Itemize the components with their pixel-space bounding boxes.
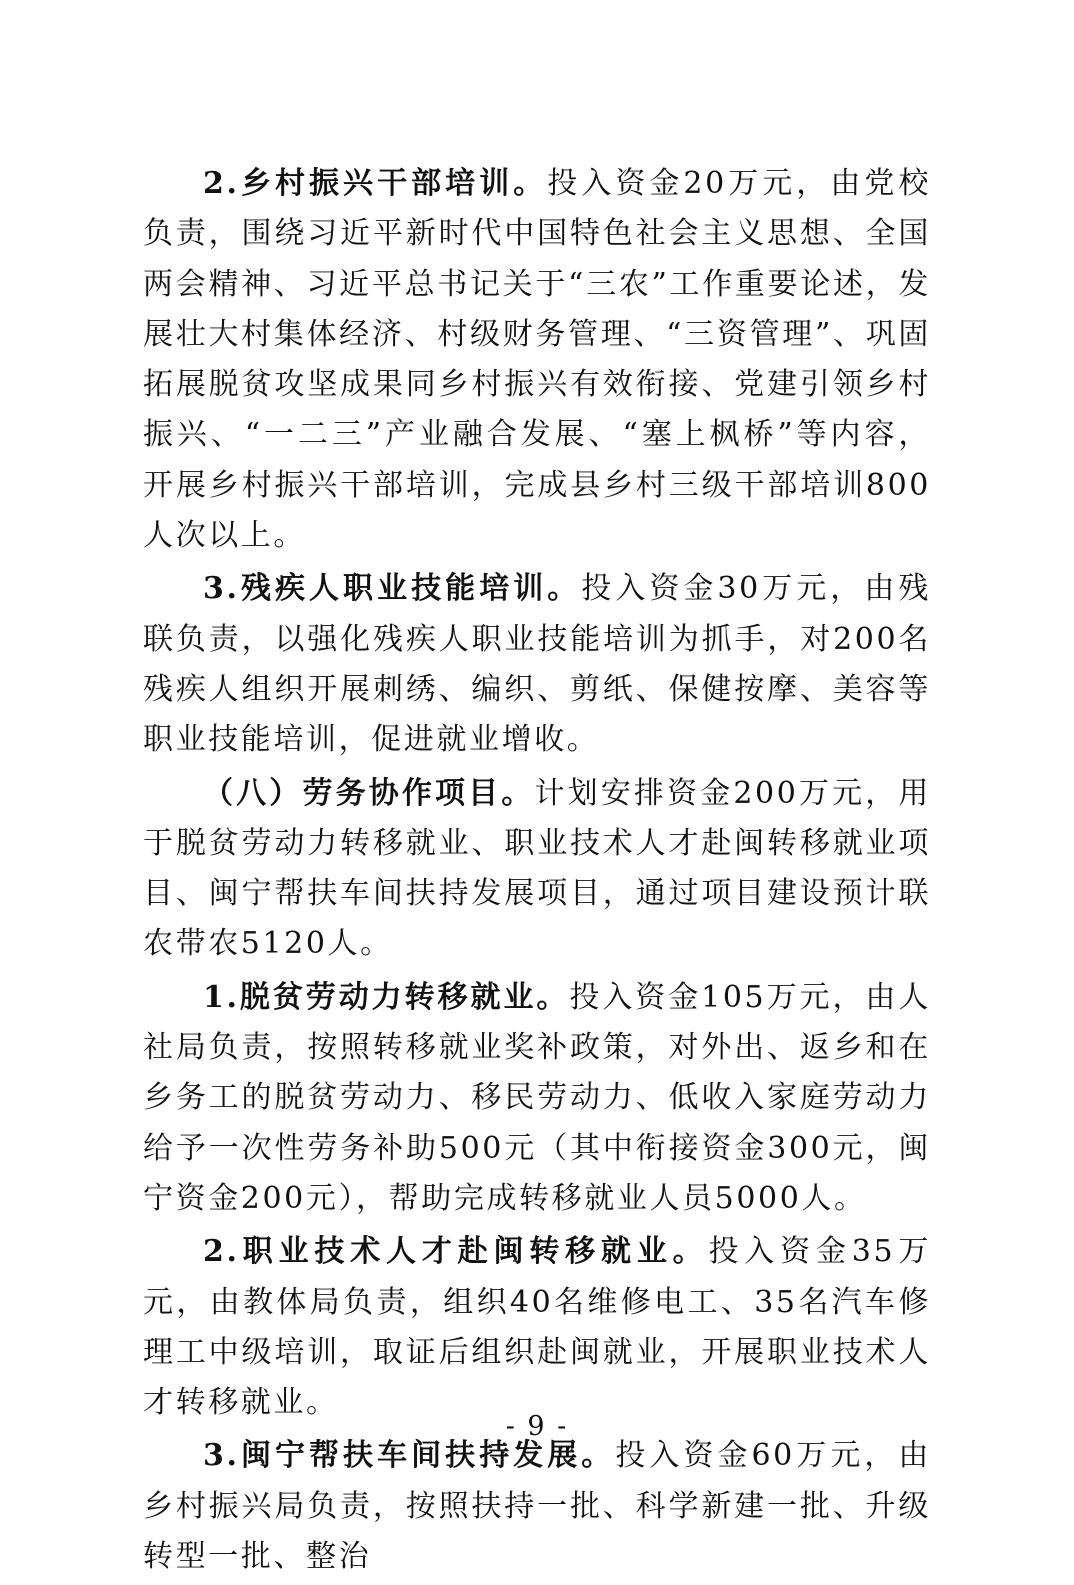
section-heading: （八）劳务协作项目。 — [203, 775, 535, 811]
paragraph-heading: 1.脱贫劳动力转移就业。 — [203, 979, 570, 1015]
paragraph-body: 投入资金20万元，由党校负责，围绕习近平新时代中国特色社会主义思想、全国两会精神、习近平总书记关于“三农”工作重要论述，发展壮大村集体经济、村级财务管理、“三资管理”、巩固拓展脱贫攻坚成果同乡村振兴有效衔接、党建引领乡村振兴、“一二三”产业融合发展、“塞上枫桥”等内容，开展乡村振兴干部培训，完成县乡村三级干部培训800人次以上。 — [143, 166, 932, 554]
paragraph-body: 投入资金60万元，由乡村振兴局负责，按照扶持一批、科学新建一批、升级转型一批、整治 — [143, 1438, 931, 1575]
paragraph-heading: 2.职业技术人才赴闽转移就业。 — [203, 1234, 709, 1270]
paragraph-body: 投入资金105万元，由人社局负责，按照转移就业奖补政策，对外出、返乡和在乡务工的脱贫劳动力、移民劳动力、低收入家庭劳动力给予一次性劳务补助500元（其中衔接资金300元，闽宁资金200元），帮助完成转移就业人员5000人。 — [143, 979, 931, 1216]
paragraph-workshop-support — [143, 1431, 931, 1582]
paragraph-cadre-training — [143, 159, 931, 561]
paragraph-heading: 2.乡村振兴干部培训。 — [203, 166, 548, 201]
paragraph-body: 投入资金35万元，由教体局负责，组织40名维修电工、35名汽车修理工中级培训，取证后组织赴闽就业，开展职业技术人才转移就业。 — [143, 1234, 931, 1421]
paragraph-labor-cooperation — [143, 769, 931, 970]
paragraph-heading: 3.残疾人职业技能培训。 — [203, 571, 582, 607]
body-text — [143, 159, 931, 1585]
paragraph-body: 投入资金30万元，由残联负责，以强化残疾人职业技能培训为抓手，对200名残疾人组织开展刺绣、编织、剪纸、保健按摩、美容等职业技能培训，促进就业增收。 — [143, 571, 931, 758]
paragraph-disabled-training — [143, 564, 931, 765]
paragraph-heading: 3.闽宁帮扶车间扶持发展。 — [203, 1438, 616, 1474]
page-number: - 9 - — [505, 1411, 569, 1442]
paragraph-technical-talent — [143, 1227, 931, 1428]
paragraph-body: 计划安排资金200万元，用于脱贫劳动力转移就业、职业技术人才赴闽转移就业项目、闽宁帮扶车间扶持发展项目，通过项目建设预计联农带农5120人。 — [143, 775, 931, 962]
paragraph-labor-transfer — [143, 973, 931, 1224]
